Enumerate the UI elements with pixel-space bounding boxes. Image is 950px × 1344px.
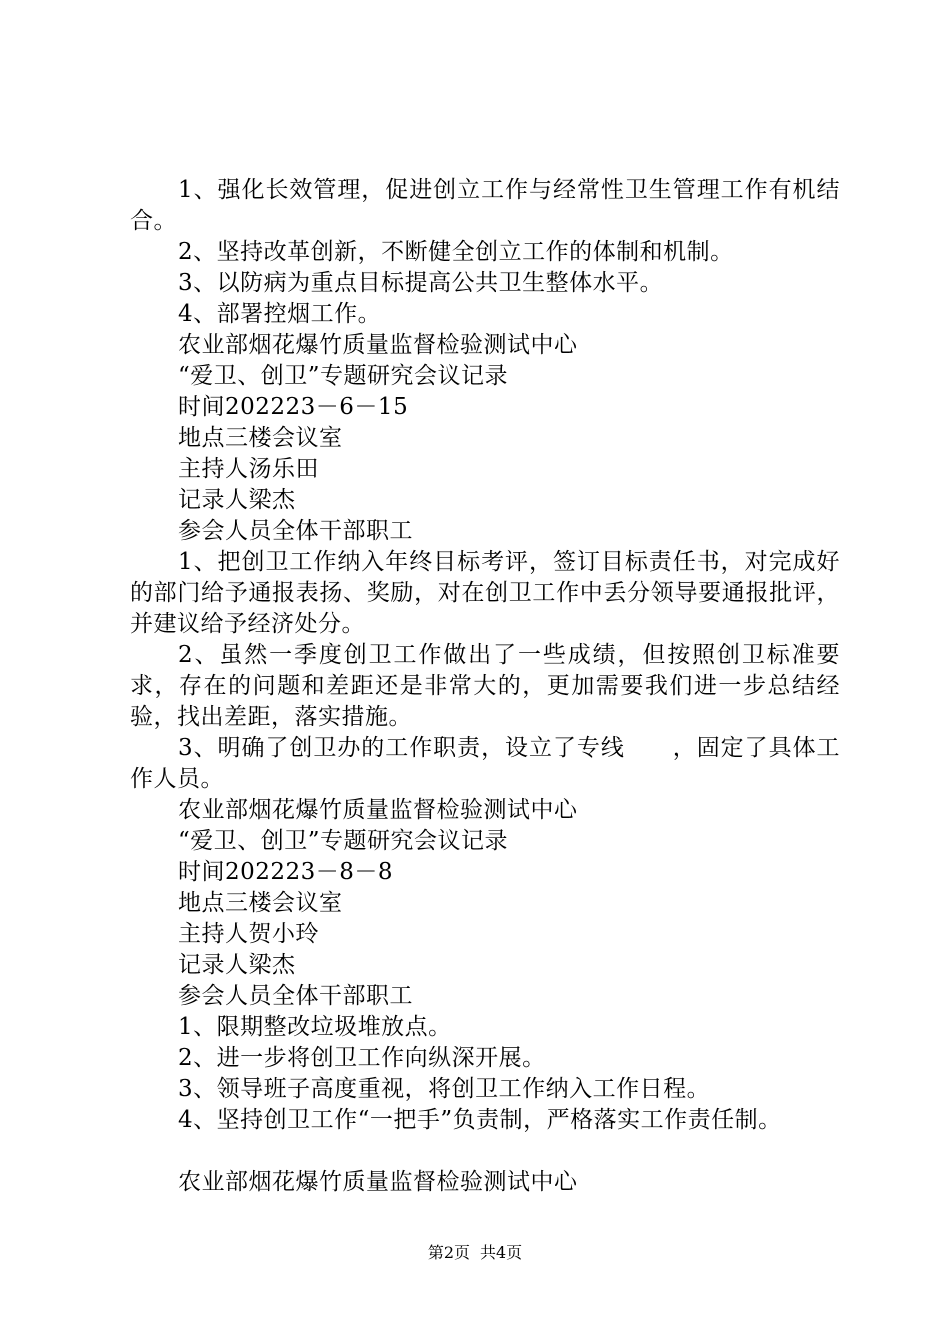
organization-name: 农业部烟花爆竹质量监督检验测试中心 <box>178 332 578 358</box>
list-item: 1、强化长效管理，促进创立工作与经常性卫生管理工作有机结合。 <box>130 177 840 234</box>
meeting-recorder: 记录人梁杰 <box>178 952 296 978</box>
list-item: 4、部署控烟工作。 <box>178 301 382 327</box>
list-item: 3、以防病为重点目标提高公共卫生整体水平。 <box>178 270 664 296</box>
page-number: 第2页 <box>427 1243 470 1262</box>
list-item: 4、坚持创卫工作“一把手”负责制，严格落实工作责任制。 <box>178 1107 782 1133</box>
list-item: 1、限期整改垃圾堆放点。 <box>178 1014 452 1040</box>
list-item: 1、把创卫工作纳入年终目标考评，签订目标责任书，对完成好的部门给予通报表扬、奖励，对在创卫工作中丢分领导要通报批评，并建议给予经济处分。 <box>130 549 840 637</box>
meeting-host: 主持人贺小玲 <box>178 921 319 947</box>
meeting-attendees: 参会人员全体干部职工 <box>178 983 413 1009</box>
list-item: 3、明确了创卫办的工作职责，设立了专线 ，固定了具体工作人员。 <box>130 735 840 792</box>
meeting-attendees: 参会人员全体干部职工 <box>178 518 413 544</box>
meeting-place: 地点三楼会议室 <box>178 890 343 916</box>
meeting-recorder: 记录人梁杰 <box>178 487 296 513</box>
meeting-time: 时间202223－6－15 <box>178 394 409 420</box>
list-item: 2、坚持改革创新，不断健全创立工作的体制和机制。 <box>178 239 734 265</box>
organization-name: 农业部烟花爆竹质量监督检验测试中心 <box>178 797 578 823</box>
document-body <box>130 175 840 1198</box>
meeting-title: “爱卫、创卫”专题研究会议记录 <box>178 828 509 854</box>
organization-name: 农业部烟花爆竹质量监督检验测试中心 <box>178 1169 578 1195</box>
meeting-host: 主持人汤乐田 <box>178 456 319 482</box>
meeting-place: 地点三楼会议室 <box>178 425 343 451</box>
list-item: 2、进一步将创卫工作向纵深开展。 <box>178 1045 546 1071</box>
list-item: 2、虽然一季度创卫工作做出了一些成绩，但按照创卫标准要求，存在的问题和差距还是非常大的，更加需要我们进一步总结经验，找出差距，落实措施。 <box>130 642 840 730</box>
meeting-time: 时间202223－8－8 <box>178 859 394 885</box>
meeting-title: “爱卫、创卫”专题研究会议记录 <box>178 363 509 389</box>
page-footer <box>0 1243 950 1263</box>
page-total: 共4页 <box>480 1243 523 1262</box>
list-item: 3、领导班子高度重视，将创卫工作纳入工作日程。 <box>178 1076 711 1102</box>
blank-line <box>130 1136 840 1167</box>
